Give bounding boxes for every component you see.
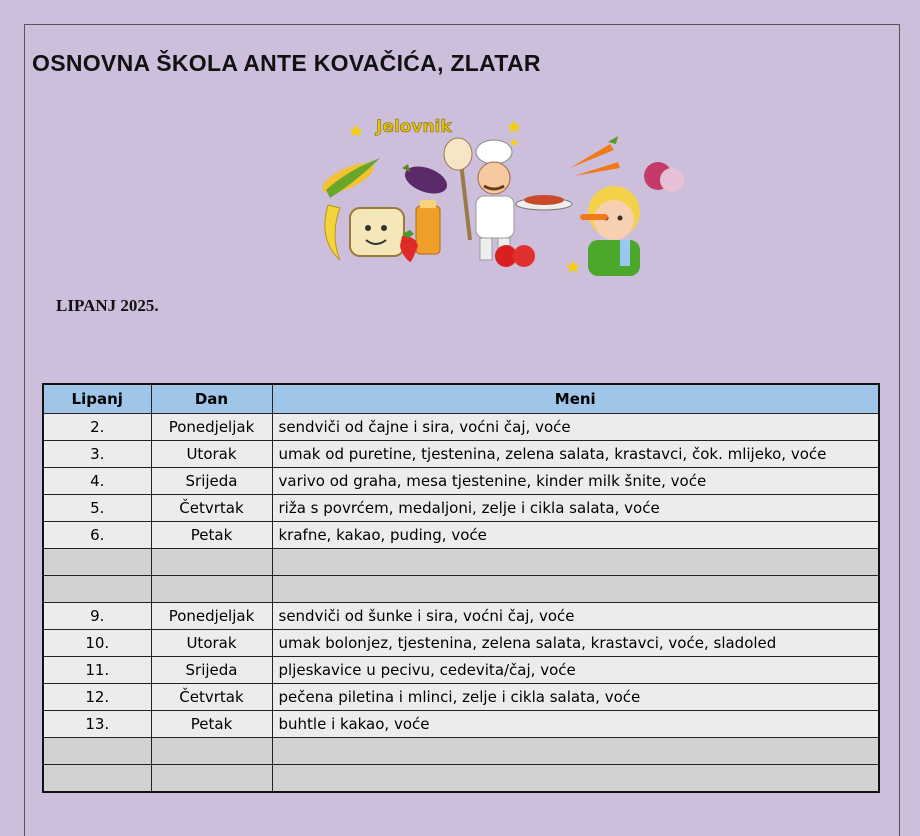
menu-cell [272, 576, 879, 603]
table-row [43, 414, 879, 441]
bread-icon [350, 208, 404, 256]
date-cell: 13. [43, 711, 151, 738]
table-row [43, 603, 879, 630]
table-row-empty [43, 576, 879, 603]
eggplant-icon [401, 161, 451, 199]
day-cell: Četvrtak [151, 495, 272, 522]
day-cell: Srijeda [151, 657, 272, 684]
menu-cell: varivo od graha, mesa tjestenine, kinder milk šnite, voće [272, 468, 879, 495]
banana-icon [325, 205, 340, 260]
day-cell: Utorak [151, 630, 272, 657]
day-cell: Utorak [151, 441, 272, 468]
table-row-empty [43, 738, 879, 765]
date-cell [43, 738, 151, 765]
jelovnik-logo-text: Jelovnik [376, 117, 452, 137]
date-cell: 6. [43, 522, 151, 549]
table-row-empty [43, 549, 879, 576]
header-day: Dan [151, 384, 272, 414]
chef-icon [444, 138, 572, 260]
onion-icon [644, 162, 684, 192]
day-cell [151, 765, 272, 793]
menu-cell: umak od puretine, tjestenina, zelena salata, krastavci, čok. mlijeko, voće [272, 441, 879, 468]
date-cell: 3. [43, 441, 151, 468]
day-cell: Petak [151, 711, 272, 738]
date-cell: 10. [43, 630, 151, 657]
table-row [43, 657, 879, 684]
table-header-row [43, 384, 879, 414]
month-title: LIPANJ 2025. [56, 296, 159, 315]
menu-cell: riža s povrćem, medaljoni, zelje i cikla salata, voće [272, 495, 879, 522]
jelovnik-illustration [318, 110, 688, 280]
date-cell: 9. [43, 603, 151, 630]
menu-cell: buhtle i kakao, voće [272, 711, 879, 738]
date-cell: 4. [43, 468, 151, 495]
menu-cell: pljeskavice u pecivu, cedevita/čaj, voće [272, 657, 879, 684]
date-cell [43, 576, 151, 603]
menu-cell: umak bolonjez, tjestenina, zelena salata, krastavci, voće, sladoled [272, 630, 879, 657]
table-row [43, 468, 879, 495]
day-cell: Petak [151, 522, 272, 549]
date-cell: 11. [43, 657, 151, 684]
menu-cell: sendviči od čajne i sira, voćni čaj, voće [272, 414, 879, 441]
menu-cell: sendviči od šunke i sira, voćni čaj, voće [272, 603, 879, 630]
carrot-icon [570, 136, 620, 176]
school-title: OSNOVNA ŠKOLA ANTE KOVAČIĆA, ZLATAR [32, 50, 541, 76]
table-row [43, 441, 879, 468]
menu-cell: pečena piletina i mlinci, zelje i cikla salata, voće [272, 684, 879, 711]
table-row [43, 630, 879, 657]
date-cell [43, 549, 151, 576]
day-cell: Ponedjeljak [151, 414, 272, 441]
day-cell: Srijeda [151, 468, 272, 495]
table-row [43, 711, 879, 738]
menu-cell [272, 738, 879, 765]
header-menu: Meni [272, 384, 879, 414]
table-row [43, 495, 879, 522]
boy-icon [580, 186, 640, 276]
table-row-empty [43, 765, 879, 793]
date-cell [43, 765, 151, 793]
day-cell: Četvrtak [151, 684, 272, 711]
date-cell: 12. [43, 684, 151, 711]
menu-cell [272, 549, 879, 576]
juice-icon [416, 200, 440, 254]
date-cell: 2. [43, 414, 151, 441]
day-cell [151, 549, 272, 576]
day-cell [151, 738, 272, 765]
tomato-icon [495, 245, 535, 267]
corn-icon [318, 157, 380, 199]
table-row [43, 522, 879, 549]
day-cell: Ponedjeljak [151, 603, 272, 630]
header-date: Lipanj [43, 384, 151, 414]
date-cell: 5. [43, 495, 151, 522]
menu-cell: krafne, kakao, puding, voće [272, 522, 879, 549]
table-row [43, 684, 879, 711]
menu-table [42, 383, 880, 793]
day-cell [151, 576, 272, 603]
menu-cell [272, 765, 879, 793]
